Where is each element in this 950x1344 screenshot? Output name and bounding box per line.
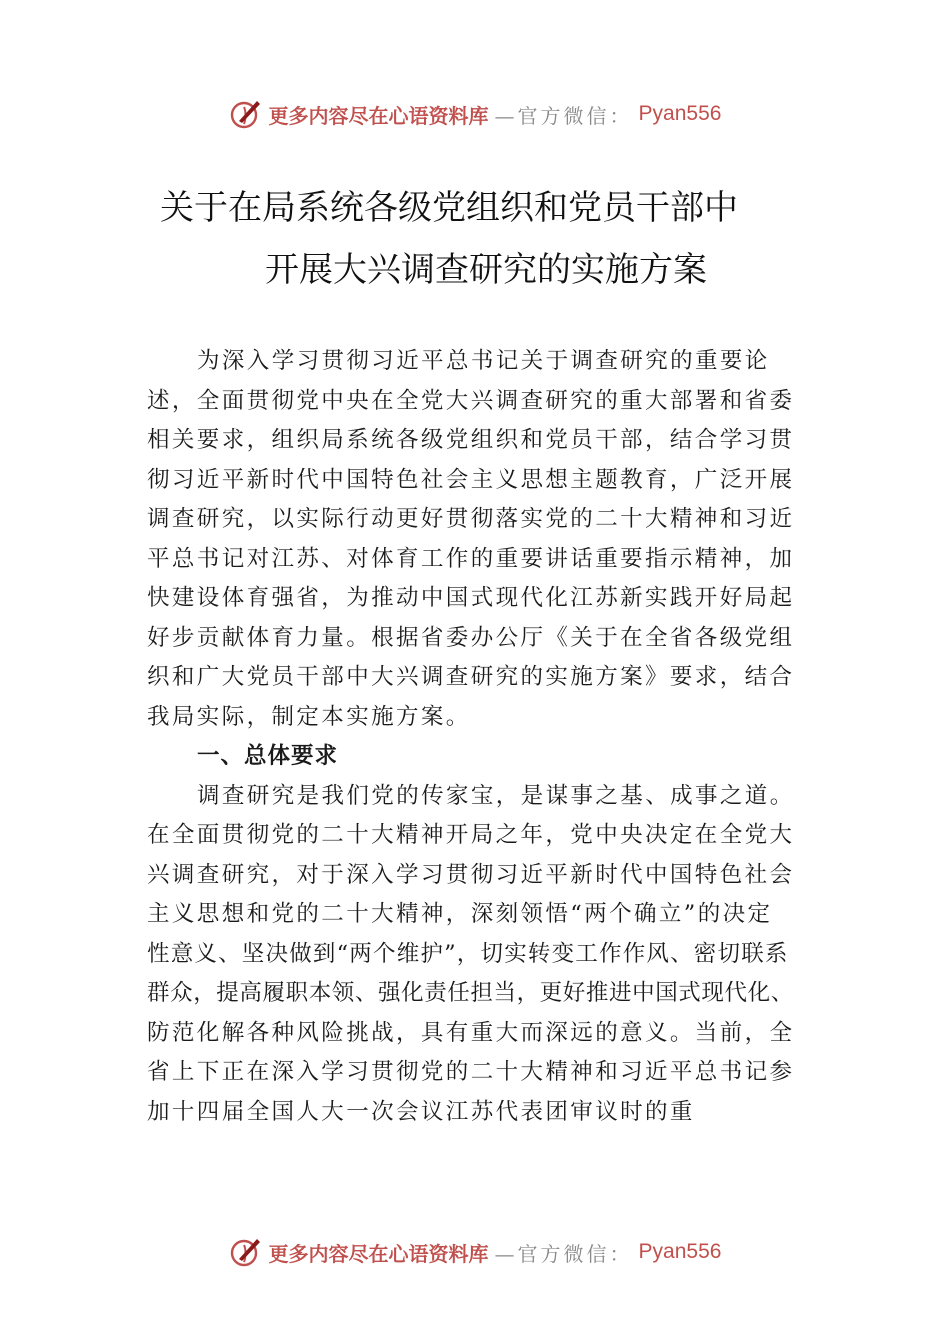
document-body bbox=[147, 342, 827, 1132]
document-title-line-1: 关于在局系统各级党组织和党员干部中 bbox=[160, 188, 738, 228]
body-line: 群众，提高履职本领、强化责任担当，更好推进中国式现代化、 bbox=[147, 980, 794, 1006]
body-line: 织和广大党员干部中大兴调查研究的实施方案》要求，结合 bbox=[147, 664, 795, 690]
quill-logo-icon bbox=[229, 97, 263, 131]
body-line: 加十四届全国人大一次会议江苏代表团审议时的重 bbox=[147, 1098, 695, 1125]
body-line: 快建设体育强省，为推动中国式现代化江苏新实践开好局起 bbox=[147, 585, 795, 611]
body-line: 防范化解各种风险挑战，具有重大而深远的意义。当前，全 bbox=[147, 1019, 795, 1046]
watermark-brand: 更多内容尽在心语资料库 bbox=[268, 103, 489, 128]
body-line: 彻习近平新时代中国特色社会主义思想主题教育，广泛开展 bbox=[147, 466, 795, 493]
watermark-brand: 更多内容尽在心语资料库 bbox=[268, 1241, 489, 1266]
watermark-wechat-id: Pyan556 bbox=[638, 102, 722, 125]
body-line: 调查研究，以实际行动更好贯彻落实党的二十大精神和习近 bbox=[147, 506, 795, 532]
section-heading: 一、总体要求 bbox=[197, 743, 339, 769]
body-line: 调查研究是我们党的传家宝，是谋事之基、成事之道。 bbox=[197, 782, 795, 809]
quill-logo-icon bbox=[229, 1235, 263, 1269]
body-line: 省上下正在深入学习贯彻党的二十大精神和习近平总书记参 bbox=[147, 1059, 795, 1085]
body-line: 为深入学习贯彻习近平总书记关于调查研究的重要论 bbox=[197, 348, 770, 374]
body-line: 主义思想和党的二十大精神，深刻领悟“两个确立”的决定 bbox=[147, 901, 773, 927]
document-title-line-2: 开展大兴调查研究的实施方案 bbox=[265, 250, 707, 290]
header-watermark bbox=[0, 94, 950, 134]
watermark-separator: —官方微信： bbox=[494, 103, 633, 128]
footer-watermark bbox=[0, 1232, 950, 1272]
watermark-separator: —官方微信： bbox=[494, 1241, 633, 1266]
body-line: 兴调查研究，对于深入学习贯彻习近平新时代中国特色社会 bbox=[147, 861, 795, 888]
body-line: 我局实际，制定本实施方案。 bbox=[147, 703, 471, 730]
watermark-wechat-id: Pyan556 bbox=[638, 1240, 722, 1263]
body-line: 在全面贯彻党的二十大精神开局之年，党中央决定在全党大 bbox=[147, 822, 795, 848]
body-line: 述，全面贯彻党中央在全党大兴调查研究的重大部署和省委 bbox=[147, 387, 795, 414]
body-line: 好步贡献体育力量。根据省委办公厅《关于在全省各级党组 bbox=[147, 624, 795, 651]
body-line: 相关要求，组织局系统各级党组织和党员干部，结合学习贯 bbox=[147, 427, 795, 453]
body-line: 性意义、坚决做到“两个维护”，切实转变工作作风、密切联系 bbox=[147, 940, 789, 967]
body-line: 平总书记对江苏、对体育工作的重要讲话重要指示精神，加 bbox=[147, 545, 795, 572]
